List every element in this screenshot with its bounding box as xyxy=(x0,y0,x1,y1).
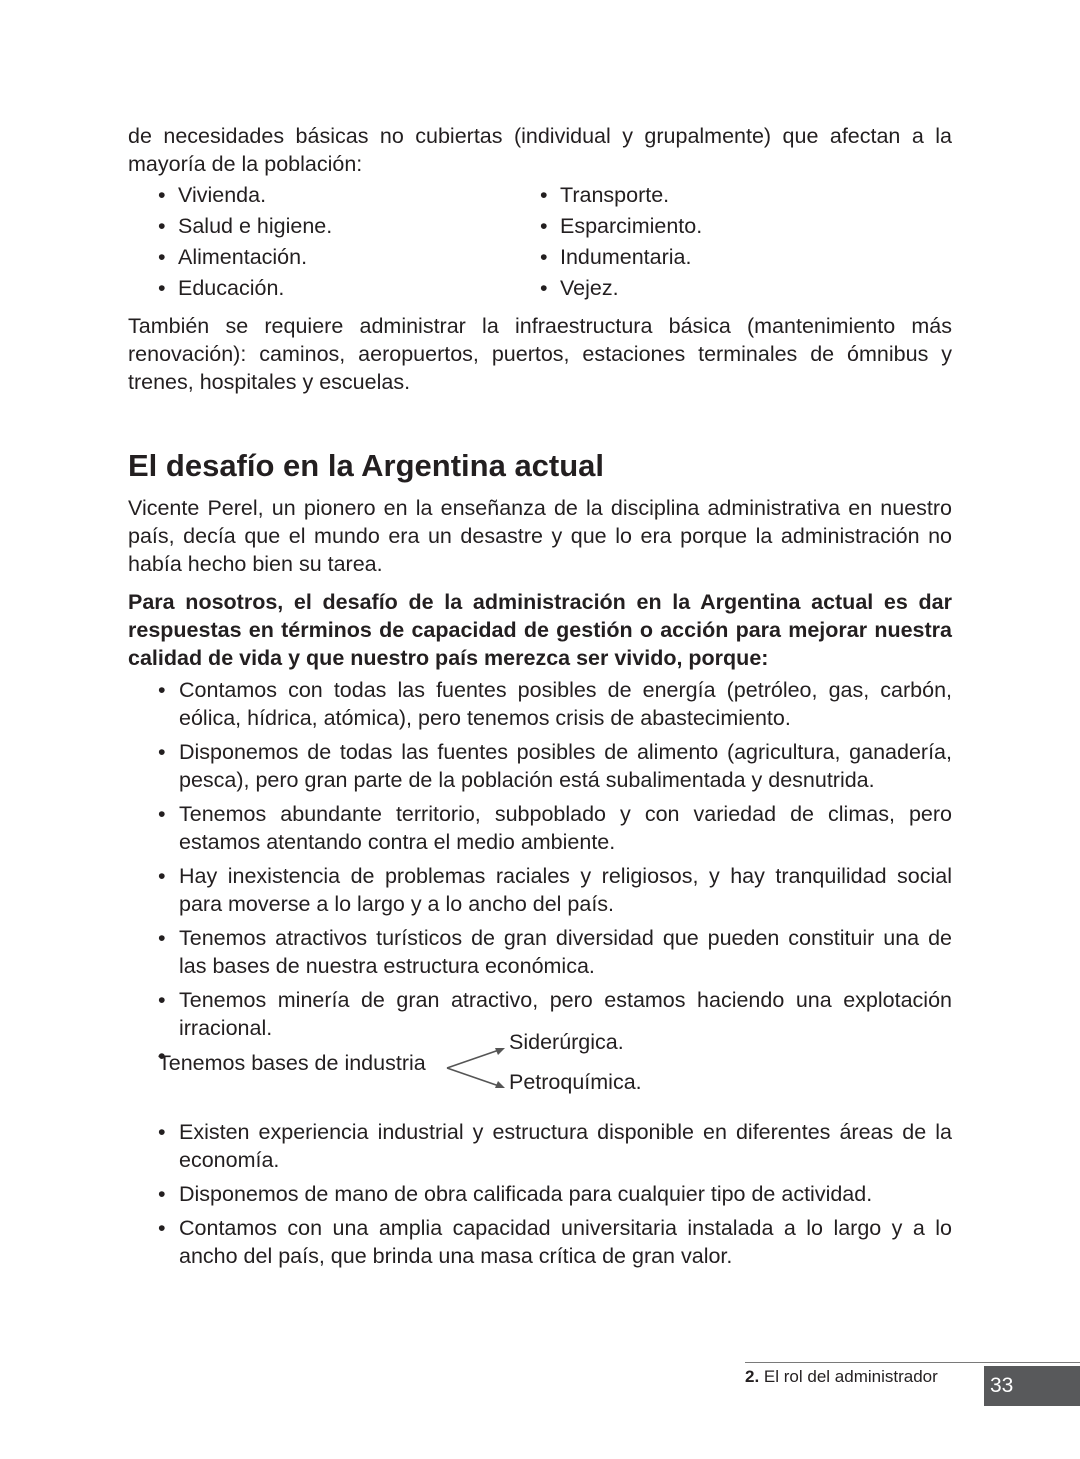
list-item: • Indumentaria. xyxy=(540,242,702,273)
industry-item xyxy=(158,1030,952,1112)
reasons-list xyxy=(128,676,952,1270)
list-item: • Existen experiencia industrial y estructura disponible en diferentes áreas de la economía. xyxy=(158,1118,952,1174)
list-item: • Alimentación. xyxy=(158,242,540,273)
page-number: 33 xyxy=(984,1366,1080,1406)
needs-list xyxy=(128,180,952,304)
branch-arrows-icon xyxy=(445,1044,509,1094)
challenge-paragraph: Para nosotros, el desafío de la administración en la Argentina actual es dar respuestas en términos de capacidad de gestión o acción para mejorar nuestra calidad de vida y que nuestro país merezca ser vivido, porque: xyxy=(128,590,952,670)
industry-label: • Tenemos bases de industria xyxy=(158,1051,426,1075)
list-item: • Contamos con una amplia capacidad universitaria instalada a lo largo y a lo ancho del país, que brinda una masa crítica de gran valor. xyxy=(158,1214,952,1270)
list-item: • Esparcimiento. xyxy=(540,211,702,242)
list-item: • Transporte. xyxy=(540,180,702,211)
list-item: • Tenemos atractivos turísticos de gran diversidad que pueden constituir una de las bases de nuestra estructura económica. xyxy=(158,924,952,980)
list-item: • Disponemos de todas las fuentes posibles de alimento (agricultura, ganadería, pesca), pero gran parte de la población está subalimentada y desnutrida. xyxy=(158,738,952,794)
list-item: • Educación. xyxy=(158,273,540,304)
list-item: • Hay inexistencia de problemas raciales y religiosos, y hay tranquilidad social para moverse a lo largo y a lo ancho del país. xyxy=(158,862,952,918)
chapter-number: 2. xyxy=(745,1367,760,1386)
infrastructure-paragraph: También se requiere administrar la infraestructura básica (mantenimiento más renovación): caminos, aeropuertos, puertos, estaciones terminales de ómnibus y trenes, hospitales y escuelas. xyxy=(128,314,952,394)
section-title: El desafío en la Argentina actual xyxy=(128,448,605,483)
needs-list-left xyxy=(128,180,540,304)
list-item: • Tenemos abundante territorio, subpoblado y con variedad de climas, pero estamos atentando contra el medio ambiente. xyxy=(158,800,952,856)
list-item: • Vejez. xyxy=(540,273,702,304)
list-item: • Salud e higiene. xyxy=(158,211,540,242)
industry-branch-siderurgica: Siderúrgica. xyxy=(509,1030,624,1054)
industry-branch-petroquimica: Petroquímica. xyxy=(509,1070,642,1094)
list-item: • Vivienda. xyxy=(158,180,540,211)
footer-divider xyxy=(745,1362,1080,1363)
page-body xyxy=(128,122,952,1276)
perel-paragraph: Vicente Perel, un pionero en la enseñanza de la disciplina administrativa en nuestro país, decía que el mundo era un desastre y que lo era porque la administración no había hecho bien su tarea. xyxy=(128,496,952,576)
footer-chapter xyxy=(745,1366,938,1388)
intro-paragraph: de necesidades básicas no cubiertas (individual y grupalmente) que afectan a la mayoría de la población: xyxy=(128,124,952,176)
list-item: • Contamos con todas las fuentes posibles de energía (petróleo, gas, carbón, eólica, hídrica, atómica), pero tenemos crisis de abastecimiento. xyxy=(158,676,952,732)
needs-list-right xyxy=(540,180,702,304)
list-item: • Disponemos de mano de obra calificada para cualquier tipo de actividad. xyxy=(158,1180,952,1208)
chapter-title: El rol del administrador xyxy=(763,1367,938,1386)
list-item: • Tenemos minería de gran atractivo, pero estamos haciendo una explotación irracional. xyxy=(158,986,952,1042)
